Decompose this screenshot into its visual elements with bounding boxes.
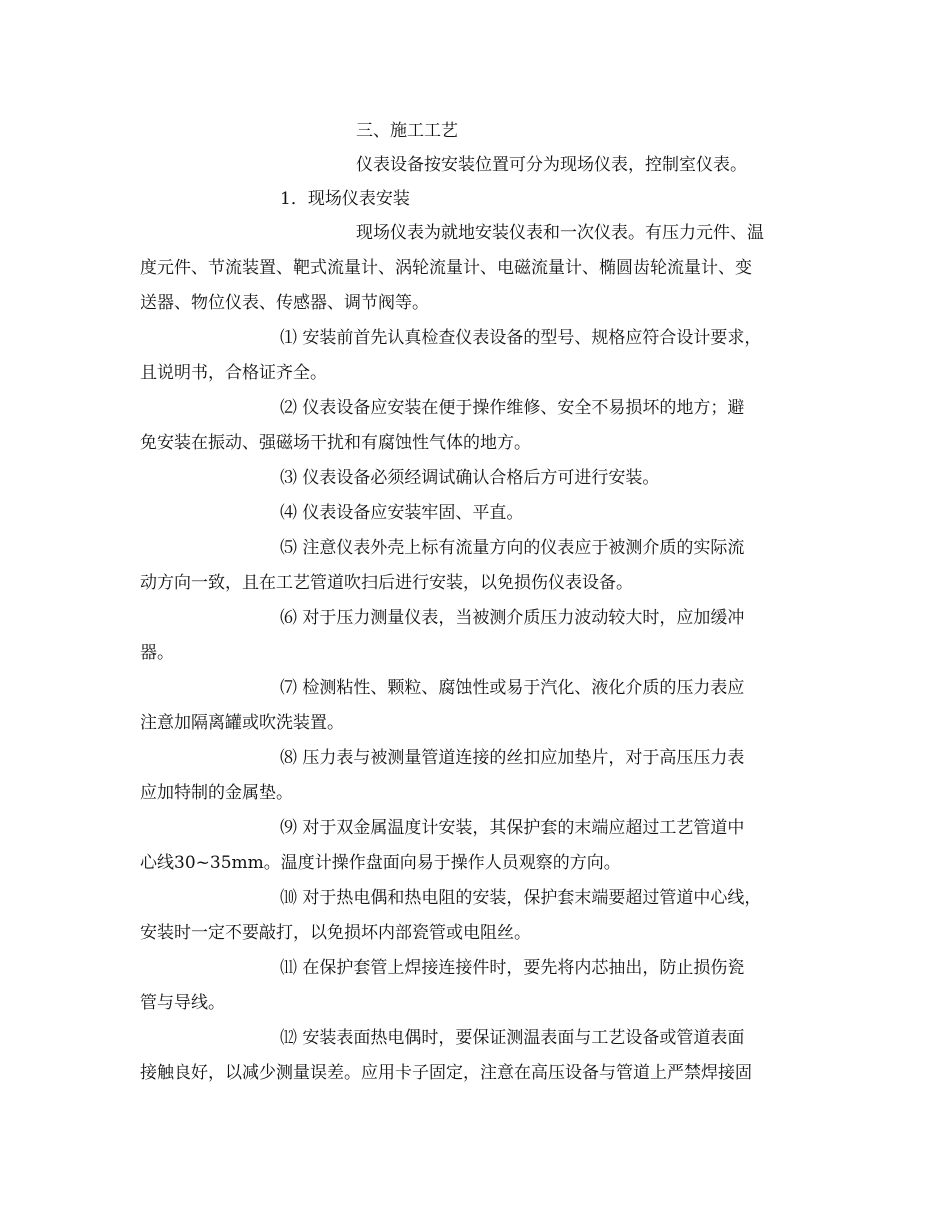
list-item-5: ⑸ 注意仪表外壳上标有流量方向的仪表应于被测介质的实际流: [280, 538, 745, 558]
paragraph-line: 器。: [140, 643, 174, 663]
paragraph-line: 心线30~35mm。温度计操作盘面向易于操作人员观察的方向。: [140, 853, 621, 873]
paragraph-line: 现场仪表为就地安装仪表和一次仪表。有压力元件、温: [356, 223, 764, 243]
paragraph-line: 管与导线。: [140, 993, 225, 1013]
list-item-9: ⑼ 对于双金属温度计安装，其保护套的末端应超过工艺管道中: [280, 818, 745, 838]
paragraph-line: 安装时一定不要敲打，以免损坏内部瓷管或电阻丝。: [140, 923, 531, 943]
list-item-4: ⑷ 仪表设备应安装牢固、平直。: [280, 503, 524, 523]
paragraph-line: 接触良好，以减少测量误差。应用卡子固定，注意在高压设备与管道上严禁焊接固: [140, 1063, 752, 1083]
paragraph-line: 动方向一致，且在工艺管道吹扫后进行安装，以免损伤仪表设备。: [140, 573, 633, 593]
list-item-11: ⑾ 在保护套管上焊接连接件时，要先将内芯抽出，防止损伤瓷: [280, 958, 745, 978]
subsection-title: 1．现场仪表安装: [280, 189, 410, 209]
paragraph-line: 送器、物位仪表、传感器、调节阀等。: [140, 293, 429, 313]
list-item-12: ⑿ 安装表面热电偶时，要保证测温表面与工艺设备或管道表面: [280, 1028, 745, 1048]
list-item-7: ⑺ 检测粘性、颗粒、腐蚀性或易于汽化、液化介质的压力表应: [280, 678, 745, 698]
list-item-6: ⑹ 对于压力测量仪表，当被测介质压力波动较大时，应加缓冲: [280, 608, 745, 628]
section-title: 三、施工工艺: [356, 121, 458, 141]
list-item-3: ⑶ 仪表设备必须经调试确认合格后方可进行安装。: [280, 468, 660, 488]
intro-paragraph: 仪表设备按安装位置可分为现场仪表，控制室仪表。: [356, 155, 747, 175]
paragraph-line: 且说明书，合格证齐全。: [140, 363, 327, 383]
list-item-8: ⑻ 压力表与被测量管道连接的丝扣应加垫片，对于高压压力表: [280, 748, 745, 768]
paragraph-line: 免安装在振动、强磁场干扰和有腐蚀性气体的地方。: [140, 433, 531, 453]
paragraph-line: 度元件、节流装置、靶式流量计、涡轮流量计、电磁流量计、椭圆齿轮流量计、变: [140, 258, 752, 278]
paragraph-line: 注意加隔离罐或吹洗装置。: [140, 713, 344, 733]
list-item-1: ⑴ 安装前首先认真检查仪表设备的型号、规格应符合设计要求，: [280, 328, 762, 348]
paragraph-line: 应加特制的金属垫。: [140, 783, 293, 803]
list-item-2: ⑵ 仪表设备应安装在便于操作维修、安全不易损坏的地方；避: [280, 398, 745, 418]
list-item-10: ⑽ 对于热电偶和热电阻的安装，保护套末端要超过管道中心线，: [280, 888, 762, 908]
